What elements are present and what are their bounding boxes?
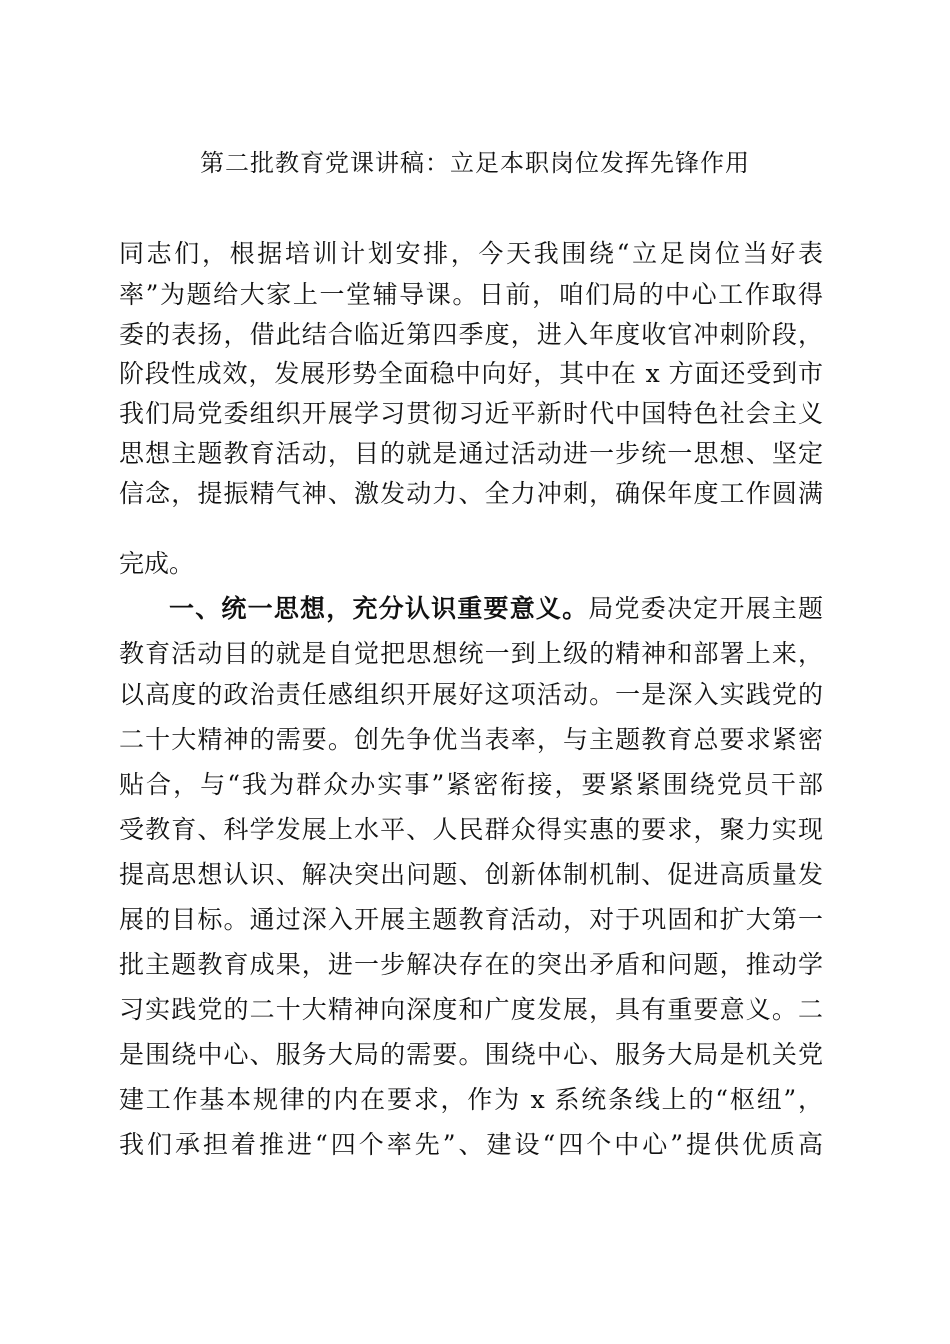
intro-line: 同志们，根据培训计划安排，今天我围绕“立足岗位当好表 <box>119 239 823 268</box>
intro-line: 阶段性成效，发展形势全面稳中向好，其中在 x 方面还受到市 <box>119 359 823 388</box>
section1-line: 建工作基本规律的内在要求，作为 x 系统条线上的“枢纽”， <box>119 1085 823 1114</box>
section1-line: 我们承担着推进“四个率先”、建设“四个中心”提供优质高 <box>119 1130 823 1159</box>
section1-line: 批主题教育成果，进一步解决存在的突出矛盾和问题，推动学 <box>119 950 823 979</box>
section1-line: 教育活动目的就是自觉把思想统一到上级的精神和部署上来， <box>119 639 823 668</box>
section1-first-line-rest: 局党委决定开展主题 <box>588 594 823 623</box>
section1-line: 提高思想认识、解决突出问题、创新体制机制、促进高质量发 <box>119 860 823 889</box>
document-title: 第二批教育党课讲稿：立足本职岗位发挥先锋作用 <box>200 149 750 177</box>
section1-line: 展的目标。通过深入开展主题教育活动，对于巩固和扩大第一 <box>119 905 823 934</box>
section1-heading: 一、统一思想，充分认识重要意义。 <box>169 594 589 623</box>
intro-line: 完成。 <box>119 549 195 578</box>
section1-line: 受教育、科学发展上水平、人民群众得实惠的要求，聚力实现 <box>119 815 823 844</box>
section1-first-line <box>169 589 823 629</box>
intro-line: 信念，提振精气神、激发动力、全力冲刺，确保年度工作圆满 <box>119 479 823 508</box>
section1-line: 习实践党的二十大精神向深度和广度发展，具有重要意义。二 <box>119 995 823 1024</box>
intro-line: 委的表扬，借此结合临近第四季度，进入年度收官冲刺阶段， <box>119 320 823 349</box>
section1-line: 贴合，与“我为群众办实事”紧密衔接，要紧紧围绕党员干部 <box>119 770 823 799</box>
intro-line: 思想主题教育活动，目的就是通过活动进一步统一思想、坚定 <box>119 439 823 468</box>
section1-line: 是围绕中心、服务大局的需要。围绕中心、服务大局是机关党 <box>119 1040 823 1069</box>
section1-line: 以高度的政治责任感组织开展好这项活动。一是深入实践党的 <box>119 680 823 709</box>
intro-line: 我们局党委组织开展学习贯彻习近平新时代中国特色社会主义 <box>119 399 823 428</box>
section1-line: 二十大精神的需要。创先争优当表率，与主题教育总要求紧密 <box>119 725 823 754</box>
intro-line: 率”为题给大家上一堂辅导课。日前，咱们局的中心工作取得 <box>119 280 823 309</box>
